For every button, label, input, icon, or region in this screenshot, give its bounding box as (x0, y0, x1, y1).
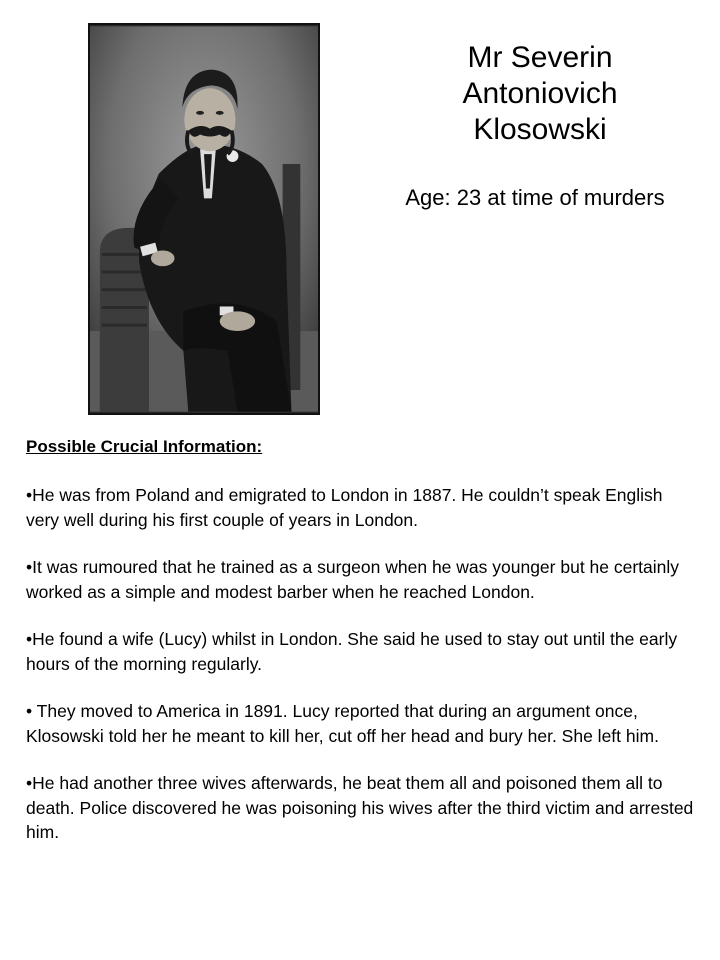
info-item: •He was from Poland and emigrated to London in 1887. He couldn’t speak English very well during his first couple of years in London. (26, 485, 663, 530)
person-name (400, 40, 680, 148)
name-line-1: Mr Severin (467, 41, 613, 74)
portrait-photo (88, 23, 320, 415)
info-item: •He found a wife (Lucy) whilst in London. She said he used to stay out until the early hours of the morning regularly. (26, 629, 678, 674)
info-list (26, 483, 696, 868)
name-line-2: Antoniovich (462, 77, 618, 110)
age-text: Age: 23 at time of murders (405, 185, 665, 210)
info-item: •It was rumoured that he trained as a surgeon when he was younger but he certainly worked as a simple and modest barber when he reached London. (26, 557, 680, 602)
name-line-3: Klosowski (473, 113, 607, 146)
info-item: • They moved to America in 1891. Lucy reported that during an argument once, Klosowski told her he meant to kill her, cut off her head and bury her. She left him. (26, 701, 659, 746)
portrait-illustration (90, 25, 318, 413)
info-item: •He had another three wives afterwards, he beat them all and poisoned them all to death. Police discovered he was poisoning his wives after the third victim and arrested him. (26, 773, 694, 842)
section-heading: Possible Crucial Information: (26, 437, 263, 456)
